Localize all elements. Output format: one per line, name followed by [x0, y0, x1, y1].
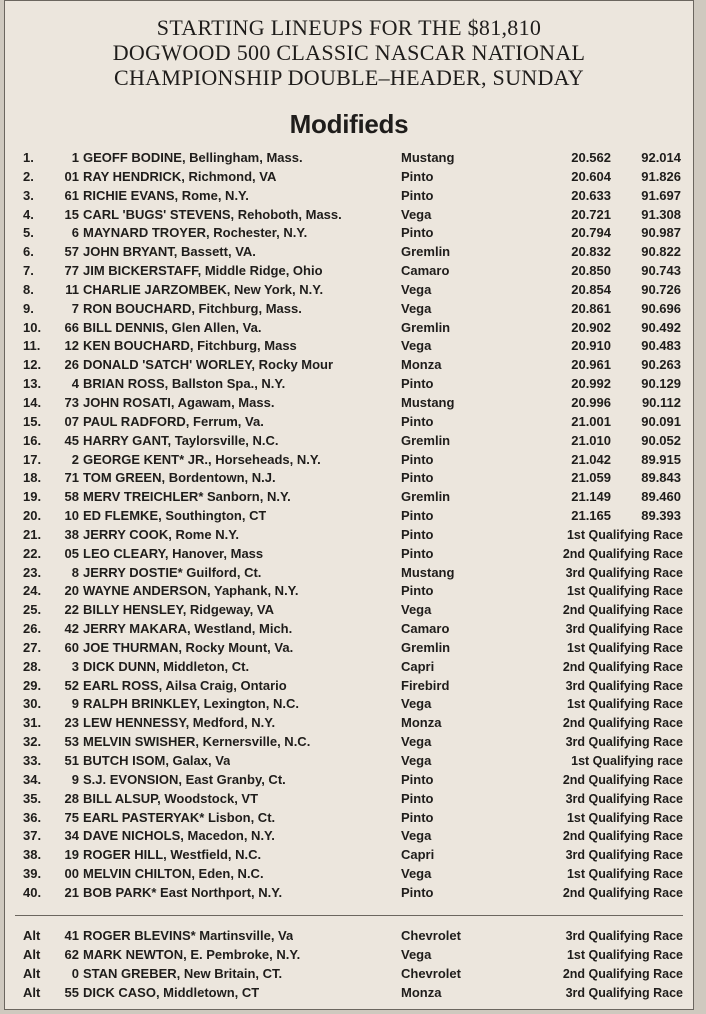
qualifying-time: 20.861 [571, 300, 611, 316]
car-make: Gremlin [401, 244, 451, 260]
car-number: 12 [64, 338, 79, 354]
start-position: 36. [23, 809, 42, 825]
car-make: Firebird [401, 677, 450, 693]
car-number: 10 [64, 508, 79, 524]
start-position: 6. [23, 244, 34, 260]
driver-name: ROGER HILL, Westfield, N.C. [83, 847, 262, 863]
car-make: Pinto [401, 809, 434, 825]
car-number: 42 [64, 621, 79, 637]
car-number: 38 [64, 526, 79, 542]
qualifying-speed: 89.843 [641, 470, 681, 486]
qualifying-note: 3rd Qualifying Race [565, 929, 683, 943]
car-make: Pinto [401, 168, 434, 184]
qualifying-note: 3rd Qualifying Race [565, 678, 683, 693]
start-position: 38. [23, 847, 42, 863]
car-number: 1 [71, 150, 79, 165]
qualifying-note: 2nd Qualifying Race [562, 546, 683, 561]
driver-name: STAN GREBER, New Britain, CT. [83, 965, 283, 981]
car-make: Vega [401, 946, 432, 962]
qualifying-speed: 90.263 [641, 357, 681, 373]
divider [15, 915, 683, 916]
lineup-row [5, 413, 693, 432]
lineup-row [5, 168, 693, 187]
start-position: 23. [23, 564, 42, 580]
qualifying-speed: 91.308 [641, 206, 681, 222]
alternates-list [5, 927, 693, 1002]
driver-name: PAUL RADFORD, Ferrum, Va. [83, 413, 264, 429]
headline-line-2: DOGWOOD 500 CLASSIC NASCAR NATIONAL [112, 40, 586, 65]
start-position: 12. [23, 357, 42, 373]
driver-name: RON BOUCHARD, Fitchburg, Mass. [83, 300, 302, 316]
car-number: 41 [64, 928, 79, 943]
alternate-label: Alt [23, 965, 41, 981]
alternate-row [5, 927, 693, 946]
lineup-row [5, 695, 693, 714]
car-number: 62 [64, 946, 79, 962]
qualifying-note: 2nd Qualifying Race [562, 603, 683, 618]
qualifying-note: 3rd Qualifying Race [565, 985, 683, 1000]
start-position: 40. [23, 884, 42, 900]
driver-name: MELVIN SWISHER, Kernersville, N.C. [83, 734, 311, 750]
qualifying-note: 3rd Qualifying Race [565, 565, 683, 580]
driver-name: JERRY COOK, Rome N.Y. [83, 526, 240, 542]
car-make: Gremlin [401, 319, 451, 335]
qualifying-speed: 91.697 [641, 187, 681, 203]
lineup-row [5, 733, 693, 752]
car-make: Monza [401, 715, 442, 731]
car-number: 21 [64, 884, 79, 900]
qualifying-time: 20.562 [571, 150, 611, 165]
driver-name: ROGER BLEVINS* Martinsville, Va [83, 928, 294, 943]
qualifying-speed: 90.743 [641, 263, 681, 279]
qualifying-note: 1st Qualifying Race [566, 810, 683, 825]
start-position: 15. [23, 413, 42, 429]
driver-name: BILL ALSUP, Woodstock, VT [83, 790, 259, 806]
qualifying-time: 20.794 [571, 225, 611, 241]
qualifying-time: 20.604 [571, 168, 611, 184]
qualifying-speed: 90.822 [641, 244, 681, 260]
start-position: 21. [23, 526, 42, 542]
start-position: 18. [23, 470, 42, 486]
car-make: Vega [401, 696, 432, 712]
driver-name: RALPH BRINKLEY, Lexington, N.C. [83, 696, 299, 712]
qualifying-time: 21.010 [571, 432, 611, 448]
car-number: 00 [64, 866, 79, 882]
qualifying-speed: 90.492 [641, 319, 681, 335]
lineup-row [5, 827, 693, 846]
lineup-row [5, 639, 693, 658]
alternate-row [5, 984, 693, 1003]
driver-name: EARL PASTERYAK* Lisbon, Ct. [83, 809, 276, 825]
car-number: 15 [64, 206, 79, 222]
qualifying-speed: 90.696 [641, 300, 681, 316]
qualifying-speed: 90.112 [641, 394, 681, 410]
lineup-row [5, 526, 693, 545]
start-position: 14. [23, 394, 42, 410]
car-number: 23 [64, 715, 79, 731]
lineup-row [5, 149, 693, 168]
qualifying-note: 1st Qualifying Race [566, 697, 683, 712]
car-make: Monza [401, 984, 442, 1000]
start-position: 26. [23, 621, 42, 637]
qualifying-time: 21.059 [571, 470, 611, 486]
qualifying-note: 2nd Qualifying Race [562, 966, 683, 981]
car-make: Pinto [401, 376, 434, 392]
qualifying-note: 1st Qualifying Race [566, 584, 683, 599]
lineup-row [5, 658, 693, 677]
car-number: 7 [71, 300, 79, 316]
driver-name: S.J. EVONSION, East Granby, Ct. [83, 771, 286, 787]
qualifying-speed: 90.483 [641, 338, 681, 354]
lineup-row [5, 224, 693, 243]
qualifying-time: 20.996 [571, 394, 611, 410]
car-make: Mustang [401, 394, 455, 410]
lineup-row [5, 488, 693, 507]
qualifying-time: 21.042 [571, 451, 611, 467]
car-make: Pinto [401, 884, 434, 900]
start-position: 22. [23, 545, 42, 561]
start-position: 37. [23, 828, 42, 844]
qualifying-note: 2nd Qualifying Race [562, 885, 683, 900]
car-number: 26 [64, 357, 79, 373]
start-position: 28. [23, 658, 42, 674]
qualifying-note: 1st Qualifying Race [566, 867, 683, 882]
start-position: 39. [23, 866, 42, 882]
driver-name: JOE THURMAN, Rocky Mount, Va. [83, 639, 294, 655]
car-number: 57 [64, 244, 79, 260]
alternate-label: Alt [23, 946, 41, 962]
qualifying-time: 20.721 [571, 206, 611, 222]
qualifying-note: 3rd Qualifying Race [565, 622, 683, 637]
car-number: 77 [64, 263, 79, 279]
car-number: 45 [64, 432, 79, 448]
car-make: Pinto [401, 583, 434, 599]
driver-name: MARK NEWTON, E. Pembroke, N.Y. [83, 946, 301, 962]
lineup-row [5, 375, 693, 394]
qualifying-note: 2nd Qualifying Race [562, 659, 683, 674]
lineup-row [5, 206, 693, 225]
driver-name: DONALD 'SATCH' WORLEY, Rocky Mour [83, 357, 334, 373]
car-make: Gremlin [401, 489, 451, 505]
car-number: 71 [64, 470, 79, 486]
lineup-row [5, 394, 693, 413]
qualifying-speed: 90.052 [641, 432, 681, 448]
lineup-row [5, 432, 693, 451]
car-make: Vega [401, 602, 432, 618]
car-number: 19 [64, 847, 79, 863]
start-position: 10. [23, 319, 42, 335]
qualifying-note: 2nd Qualifying Race [562, 772, 683, 787]
qualifying-time: 20.850 [571, 263, 611, 279]
car-number: 58 [64, 489, 79, 505]
start-position: 35. [23, 790, 42, 806]
car-number: 60 [64, 639, 79, 655]
car-number: 61 [64, 187, 79, 203]
alternate-label: Alt [23, 984, 41, 1000]
start-position: 24. [23, 583, 42, 599]
qualifying-speed: 89.393 [641, 508, 681, 524]
start-position: 17. [23, 451, 42, 467]
car-number: 6 [71, 225, 79, 241]
alternate-row [5, 946, 693, 965]
alternate-label: Alt [23, 928, 41, 943]
lineup-row [5, 620, 693, 639]
section-title: Modifieds [289, 109, 409, 139]
lineup-row [5, 752, 693, 771]
start-position: 27. [23, 639, 42, 655]
start-position: 32. [23, 734, 42, 750]
car-number: 3 [71, 658, 79, 674]
qualifying-speed: 92.014 [641, 150, 681, 165]
lineup-list [5, 149, 693, 903]
lineup-row [5, 451, 693, 470]
lineup-row [5, 356, 693, 375]
driver-name: BILLY HENSLEY, Ridgeway, VA [83, 602, 274, 618]
driver-name: DAVE NICHOLS, Macedon, N.Y. [83, 828, 275, 844]
qualifying-time: 21.149 [571, 489, 611, 505]
car-make: Vega [401, 828, 432, 844]
headline-line-3: CHAMPIONSHIP DOUBLE–HEADER, SUNDAY [114, 65, 584, 90]
car-number: 2 [71, 451, 79, 467]
car-make: Camaro [401, 621, 450, 637]
driver-name: DICK DUNN, Middleton, Ct. [83, 658, 250, 674]
car-make: Pinto [401, 187, 434, 203]
driver-name: RICHIE EVANS, Rome, N.Y. [83, 187, 249, 203]
start-position: 29. [23, 677, 42, 693]
car-make: Chevrolet [401, 965, 461, 981]
lineup-row [5, 771, 693, 790]
driver-name: TOM GREEN, Bordentown, N.J. [83, 470, 276, 486]
qualifying-speed: 89.915 [641, 451, 681, 467]
driver-name: LEO CLEARY, Hanover, Mass [83, 545, 264, 561]
car-make: Vega [401, 866, 432, 882]
car-make: Pinto [401, 790, 434, 806]
qualifying-note: 3rd Qualifying Race [565, 848, 683, 863]
driver-name: MAYNARD TROYER, Rochester, N.Y. [83, 225, 308, 241]
car-number: 73 [64, 394, 79, 410]
lineup-row [5, 469, 693, 488]
driver-name: JERRY MAKARA, Westland, Mich. [83, 621, 293, 637]
driver-name: BRIAN ROSS, Ballston Spa., N.Y. [83, 376, 286, 392]
start-position: 34. [23, 771, 42, 787]
car-number: 0 [71, 965, 79, 981]
car-make: Camaro [401, 263, 450, 279]
driver-name: WAYNE ANDERSON, Yaphank, N.Y. [83, 583, 299, 599]
driver-name: KEN BOUCHARD, Fitchburg, Mass [83, 338, 297, 354]
car-make: Mustang [401, 150, 455, 165]
lineup-row [5, 884, 693, 903]
qualifying-time: 20.633 [571, 187, 611, 203]
car-number: 05 [64, 545, 79, 561]
driver-name: GEORGE KENT* JR., Horseheads, N.Y. [83, 451, 321, 467]
start-position: 20. [23, 508, 42, 524]
car-make: Vega [401, 338, 432, 354]
lineup-row [5, 601, 693, 620]
lineup-row [5, 564, 693, 583]
qualifying-time: 21.001 [571, 413, 611, 429]
car-make: Pinto [401, 545, 434, 561]
car-make: Chevrolet [401, 928, 461, 943]
car-number: 4 [71, 376, 79, 392]
car-make: Pinto [401, 771, 434, 787]
start-position: 3. [23, 187, 34, 203]
lineup-row [5, 337, 693, 356]
qualifying-speed: 90.987 [641, 225, 681, 241]
car-number: 34 [64, 828, 79, 844]
car-number: 55 [64, 984, 79, 1000]
qualifying-note: 1st Qualifying Race [566, 947, 683, 962]
car-number: 01 [64, 168, 79, 184]
car-make: Pinto [401, 451, 434, 467]
car-number: 53 [64, 734, 79, 750]
car-number: 51 [64, 753, 79, 768]
driver-name: JIM BICKERSTAFF, Middle Ridge, Ohio [83, 263, 323, 279]
lineup-row [5, 262, 693, 281]
start-position: 1. [23, 150, 34, 165]
qualifying-speed: 90.091 [641, 413, 681, 429]
car-make: Gremlin [401, 432, 451, 448]
car-make: Monza [401, 357, 442, 373]
driver-name: RAY HENDRICK, Richmond, VA [83, 168, 277, 184]
car-make: Capri [401, 658, 435, 674]
qualifying-time: 20.961 [571, 357, 611, 373]
alternate-row [5, 965, 693, 984]
car-number: 9 [71, 771, 79, 787]
start-position: 7. [23, 263, 34, 279]
lineup-row [5, 281, 693, 300]
qualifying-note: 1st Qualifying Race [566, 640, 683, 655]
car-number: 8 [71, 564, 79, 580]
qualifying-time: 21.165 [571, 508, 611, 524]
car-make: Pinto [401, 225, 434, 241]
start-position: 11. [23, 338, 41, 354]
qualifying-note: 1st Qualifying Race [566, 527, 683, 542]
start-position: 9. [23, 300, 34, 316]
car-make: Capri [401, 847, 435, 863]
lineup-row [5, 790, 693, 809]
car-number: 28 [64, 790, 79, 806]
car-number: 07 [64, 413, 79, 429]
headline-line-1: STARTING LINEUPS FOR THE $81,810 [156, 15, 542, 40]
car-number: 52 [64, 677, 79, 693]
driver-name: HARRY GANT, Taylorsville, N.C. [83, 432, 279, 448]
driver-name: CARL 'BUGS' STEVENS, Rehoboth, Mass. [83, 206, 342, 222]
car-make: Vega [401, 300, 432, 316]
qualifying-speed: 89.460 [641, 489, 681, 505]
driver-name: GEOFF BODINE, Bellingham, Mass. [83, 150, 303, 165]
qualifying-speed: 90.726 [641, 281, 681, 297]
qualifying-note: 1st Qualifying race [571, 754, 683, 768]
lineup-row [5, 582, 693, 601]
lineup-row [5, 507, 693, 526]
qualifying-speed: 90.129 [641, 376, 681, 392]
qualifying-note: 3rd Qualifying Race [565, 735, 683, 750]
car-make: Pinto [401, 526, 434, 542]
driver-name: MELVIN CHILTON, Eden, N.C. [83, 866, 264, 882]
car-make: Vega [401, 206, 432, 222]
lineup-row [5, 677, 693, 696]
driver-name: JERRY DOSTIE* Guilford, Ct. [83, 564, 262, 580]
car-make: Mustang [401, 564, 455, 580]
start-position: 16. [23, 432, 42, 448]
qualifying-time: 20.992 [571, 376, 611, 392]
qualifying-note: 2nd Qualifying Race [562, 716, 683, 731]
driver-name: LEW HENNESSY, Medford, N.Y. [83, 715, 276, 731]
start-position: 4. [23, 206, 34, 222]
car-make: Pinto [401, 413, 434, 429]
driver-name: DICK CASO, Middletown, CT [83, 984, 260, 1000]
qualifying-time: 20.832 [571, 244, 611, 260]
qualifying-time: 20.910 [571, 338, 611, 354]
car-make: Pinto [401, 470, 434, 486]
start-position: 5. [23, 225, 34, 241]
lineup-row [5, 300, 693, 319]
qualifying-note: 2nd Qualifying Race [562, 829, 683, 844]
driver-name: BUTCH ISOM, Galax, Va [83, 753, 231, 768]
qualifying-time: 20.854 [571, 281, 611, 297]
start-position: 2. [23, 168, 34, 184]
car-number: 66 [64, 319, 79, 335]
car-make: Vega [401, 753, 432, 768]
driver-name: BILL DENNIS, Glen Allen, Va. [83, 319, 262, 335]
start-position: 19. [23, 489, 42, 505]
car-number: 9 [71, 696, 79, 712]
lineup-row [5, 243, 693, 262]
lineup-row [5, 714, 693, 733]
headline [5, 15, 693, 90]
driver-name: EARL ROSS, Ailsa Craig, Ontario [83, 677, 287, 693]
car-number: 20 [64, 583, 79, 599]
car-make: Vega [401, 734, 432, 750]
qualifying-note: 3rd Qualifying Race [565, 791, 683, 806]
qualifying-speed: 91.826 [641, 168, 681, 184]
start-position: 33. [23, 753, 42, 768]
driver-name: ED FLEMKE, Southington, CT [83, 508, 267, 524]
lineup-row [5, 545, 693, 564]
lineup-row [5, 809, 693, 828]
driver-name: JOHN ROSATI, Agawam, Mass. [83, 394, 275, 410]
start-position: 13. [23, 376, 42, 392]
lineup-row [5, 319, 693, 338]
start-position: 25. [23, 602, 42, 618]
driver-name: BOB PARK* East Northport, N.Y. [83, 884, 283, 900]
clipping [4, 0, 694, 1010]
driver-name: MERV TREICHLER* Sanborn, N.Y. [83, 489, 291, 505]
car-number: 75 [64, 809, 79, 825]
car-number: 22 [64, 602, 79, 618]
lineup-row [5, 865, 693, 884]
lineup-row [5, 846, 693, 865]
car-make: Pinto [401, 508, 434, 524]
driver-name: CHARLIE JARZOMBEK, New York, N.Y. [83, 281, 324, 297]
start-position: 31. [23, 715, 42, 731]
car-make: Gremlin [401, 639, 451, 655]
start-position: 30. [23, 696, 42, 712]
car-number: 11 [65, 281, 79, 297]
qualifying-time: 20.902 [571, 319, 611, 335]
car-make: Vega [401, 281, 432, 297]
start-position: 8. [23, 281, 34, 297]
lineup-row [5, 187, 693, 206]
driver-name: JOHN BRYANT, Bassett, VA. [83, 244, 256, 260]
